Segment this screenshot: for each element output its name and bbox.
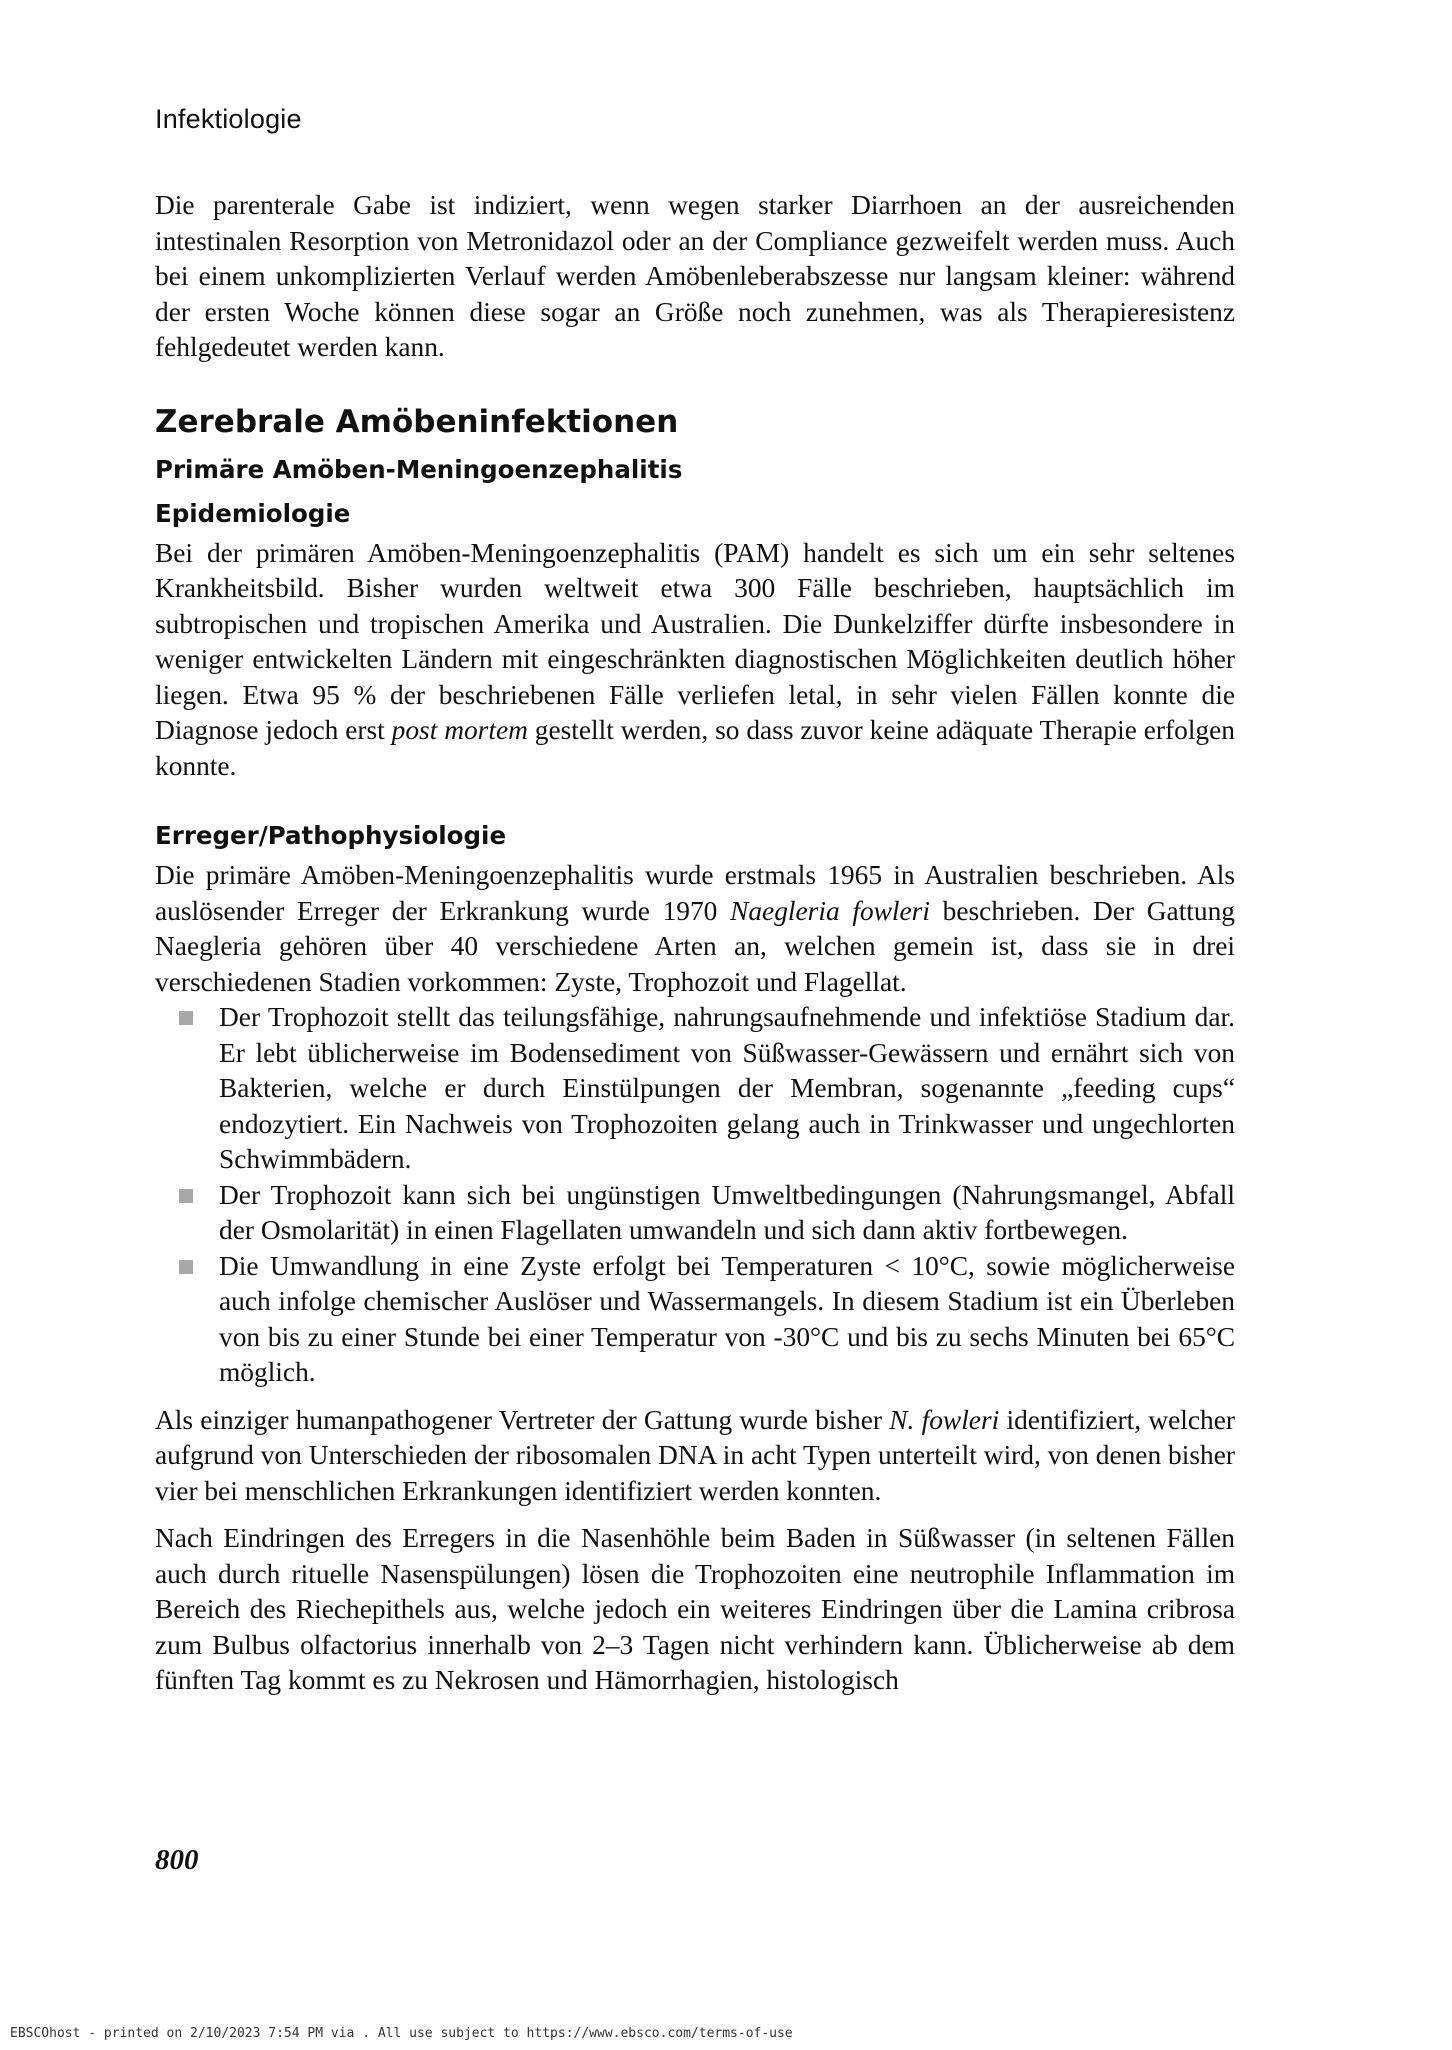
square-bullet-icon <box>179 1189 193 1203</box>
section-title: Zerebrale Amöbeninfektionen <box>155 403 679 440</box>
list-item-text: Der Trophozoit kann sich bei ungünstigen Umweltbedingungen (Nahrungsmangel, Abfall der Osmolarität) in einen Flagellaten umwandeln und sich dann aktiv fortbewegen. <box>219 1179 1235 1245</box>
page-content <box>155 188 1235 1699</box>
page-number: 800 <box>155 1844 199 1876</box>
list-item-text: Der Trophozoit stellt das teilungsfähige, nahrungsaufnehmende und infektiöse Stadium dar. Er lebt üblicherweise im Bodensediment von Süßwasser-Gewässern und ernährt sich von Bakterien, welche er durch Einstülpungen der Membran, sogenannte „feeding cups“ endozytiert. Ein Nachweis von Trophozoiten gelang auch in Trinkwasser und ungechlorten Schwimmbädern. <box>219 1002 1235 1174</box>
pathophysiology-paragraph-3: Nach Eindringen des Erregers in die Nasenhöhle beim Baden in Süßwasser (in seltenen Fällen auch durch rituelle Nasenspülungen) lösen die Trophozoiten eine neutrophile Inflammation im Bereich des Riechepithels aus, welche jedoch ein weiteres Eindringen über die Lamina cribrosa zum Bulbus olfactorius innerhalb von 2–3 Tagen nicht verhindern kann. Üblicherweise ab dem fünften Tag kommt es zu Nekrosen und Hämorrhagien, histologisch <box>155 1523 1235 1695</box>
pathophysiology-paragraph-2 <box>155 1403 1235 1510</box>
list-item-text: Die Umwandlung in eine Zyste erfolgt bei Temperaturen < 10°C, sowie möglicherweise auch infolge chemischer Auslöser und Wassermangels. In diesem Stadium ist ein Überleben von bis zu einer Stunde bei einer Temperatur von -30°C und bis zu sechs Minuten bei 65°C möglich. <box>219 1250 1235 1387</box>
pathophysiology-heading: Erreger/Pathophysiologie <box>155 821 507 850</box>
list-item <box>155 1178 1235 1249</box>
list-item <box>155 1249 1235 1391</box>
epidemiology-text-a: Bei der primären Amöben-Meningoenzephalitis (PAM) handelt es sich um ein sehr seltenes Krankheitsbild. Bisher wurden weltweit etwa 300 Fälle beschrieben, hauptsächlich im subtropischen und tropischen Amerika und Australien. Die Dunkelziffer dürfte insbesondere in weniger entwickelten Ländern mit eingeschränkten diagnostischen Möglichkeiten deutlich höher liegen. Etwa 95 % der beschriebenen Fälle verliefen letal, in sehr vielen Fällen konnte die Diagnose jedoch erst <box>155 537 1235 745</box>
section-subtitle: Primäre Amöben-Meningoenzephalitis <box>155 454 683 484</box>
epidemiology-emphasis: post mortem <box>391 715 528 745</box>
epidemiology-paragraph <box>155 536 1235 785</box>
species-abbreviation: N. fowleri <box>889 1404 1000 1435</box>
pathophysiology-text-a: Die primäre Amöben-Meningoenzephalitis wurde erstmals 1965 in Australien beschrieben. Als auslösender Erreger der Erkrankung wurde 1970 <box>155 860 1235 926</box>
pathophysiology-text-d: identifiziert, welcher aufgrund von Unterschieden der ribosomalen DNA in acht Typen unterteilt wird, von denen bisher vier bei menschlichen Erkrankungen identifiziert werden konnten. <box>155 1404 1235 1506</box>
list-item <box>155 1000 1235 1178</box>
running-header: Infektiologie <box>155 104 302 134</box>
epidemiology-heading: Epidemiologie <box>155 498 351 528</box>
stage-list <box>155 1000 1235 1391</box>
square-bullet-icon <box>179 1260 193 1274</box>
square-bullet-icon <box>179 1011 193 1025</box>
epidemiology-text-b: gestellt werden, so dass zuvor keine adäquate Therapie erfolgen konnte. <box>155 715 1235 781</box>
intro-paragraph: Die parenterale Gabe ist indiziert, wenn wegen starker Diarrhoen an der ausreichenden intestinalen Resorption von Metronidazol oder an der Compliance gezweifelt werden muss. Auch bei einem unkomplizierten Verlauf werden Amöbenleberabszesse nur langsam kleiner: während der ersten Woche können diese sogar an Größe noch zunehmen, was als Therapieresistenz fehlgedeutet werden kann. <box>155 190 1235 362</box>
pathophysiology-text-c: Als einziger humanpathogener Vertreter der Gattung wurde bisher <box>155 1404 883 1435</box>
print-footer: EBSCOhost - printed on 2/10/2023 7:54 PM via . All use subject to https://www.ebsco.com/terms-of-use <box>10 2026 793 2041</box>
species-name: Naegleria fowleri <box>730 895 930 926</box>
pathophysiology-paragraph-1 <box>155 858 1235 1000</box>
pathophysiology-text-b: beschrieben. Der Gattung Naegleria gehören über 40 verschiedene Arten an, welchen gemein ist, dass sie in drei verschiedenen Stadien vorkommen: Zyste, Trophozoit und Flagellat. <box>155 895 1235 997</box>
